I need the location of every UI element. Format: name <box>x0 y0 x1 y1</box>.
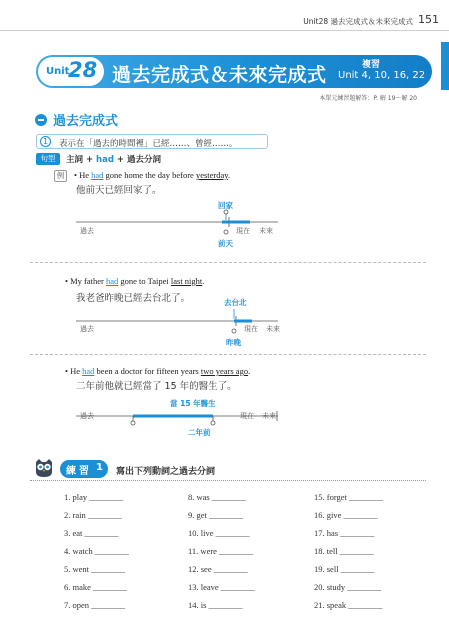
exercise-item[interactable]: 7. open ________ <box>64 600 126 610</box>
timeline-event-label: 去台北 <box>224 298 247 307</box>
exercise-item[interactable]: 3. eat ________ <box>64 528 119 538</box>
unit-number: 28 <box>68 58 98 82</box>
example-translation: 他前天已經回家了。 <box>76 185 162 196</box>
exercise-item[interactable]: 14. is ________ <box>188 600 243 610</box>
exercise-item[interactable]: 12. see ________ <box>188 564 248 574</box>
badge-word: 練 <box>66 466 76 477</box>
example-sentence: • He had gone home the day before yesterday. <box>74 170 231 180</box>
side-tab <box>441 42 449 90</box>
divider <box>30 262 426 263</box>
exercise-instruction: 寫出下列動詞之過去分詞 <box>116 467 216 477</box>
time-phrase: last night <box>170 276 203 286</box>
timeline-future: 未來 <box>259 227 273 235</box>
exercise-item[interactable]: 18. tell ________ <box>314 546 374 556</box>
header-divider <box>0 30 449 31</box>
example-tag: 例 <box>54 170 67 182</box>
time-phrase: yesterday <box>195 170 228 180</box>
exercise-item[interactable]: 16. give ________ <box>314 510 378 520</box>
badge-number: 1 <box>96 462 103 473</box>
section-title: 過去完成式 <box>53 114 119 129</box>
exercise-item[interactable]: 21. speak ________ <box>314 600 383 610</box>
exercise-item[interactable]: 4. watch ________ <box>64 546 129 556</box>
timeline-event-label: 當 15 年醫生 <box>170 399 216 408</box>
timeline-now: 現在 <box>244 325 258 333</box>
timeline-now: 現在 <box>236 227 250 235</box>
example-sentence: • He had been a doctor for fifteen years two years ago. <box>65 366 251 376</box>
timeline-now: 現在 <box>240 412 254 420</box>
timeline-time-label: 昨晚 <box>226 338 241 347</box>
exercise-item[interactable]: 13. leave ________ <box>188 582 255 592</box>
exercise-item[interactable]: 20. study ________ <box>314 582 382 592</box>
timeline-event-label: 回家 <box>218 201 233 210</box>
pattern-keyword: had <box>96 155 114 165</box>
exercise-item[interactable]: 5. went ________ <box>64 564 126 574</box>
exercise-item[interactable]: 8. was ________ <box>188 492 246 502</box>
pattern-part: 主詞 + <box>66 155 97 165</box>
highlight-had: had <box>91 170 104 180</box>
rule-number: 1 <box>40 136 51 147</box>
exercise-item[interactable]: 6. make ________ <box>64 582 128 592</box>
page-title: 過去完成式＆未來完成式 <box>112 64 327 86</box>
timeline-future: 未來 <box>266 325 280 333</box>
timeline-past: 過去 <box>80 227 94 235</box>
pattern-tag: 句型 <box>36 153 60 165</box>
exercise-item[interactable]: 19. sell ________ <box>314 564 375 574</box>
timeline <box>76 305 296 345</box>
running-head: Unit28 過去完成式＆未來完成式 <box>303 17 413 26</box>
pattern-part: + 過去分詞 <box>113 155 161 165</box>
highlight-had: had <box>82 366 95 376</box>
divider <box>30 354 426 355</box>
example-translation: 我老爸昨晚已經去台北了。 <box>76 293 191 304</box>
exercise-item[interactable]: 1. play ________ <box>64 492 124 502</box>
sentence-pattern <box>66 153 161 165</box>
review-label: 複習 <box>362 60 381 70</box>
exercise-item[interactable]: 2. rain ________ <box>64 510 122 520</box>
minus-circle-icon <box>35 114 47 126</box>
exercise-item[interactable]: 10. live ________ <box>188 528 250 538</box>
timeline-time-label: 二年前 <box>188 428 211 437</box>
answer-note: 本單元練習題解答：P. 解 19～解 20 <box>319 95 417 102</box>
page-number: 151 <box>418 13 439 26</box>
timeline-past: 過去 <box>80 412 94 420</box>
time-phrase: two years ago <box>200 366 249 376</box>
example-sentence: • My father had gone to Taipei last night. <box>65 276 205 286</box>
exercise-item[interactable]: 17. has ________ <box>314 528 375 538</box>
highlight-had: had <box>105 276 119 286</box>
timeline <box>76 205 296 245</box>
timeline-future: 未來 <box>262 412 276 420</box>
timeline <box>76 404 296 444</box>
badge-word: 習 <box>79 466 89 477</box>
divider <box>30 480 426 481</box>
exercise-item[interactable]: 15. forget ________ <box>314 492 384 502</box>
timeline-past: 過去 <box>80 325 94 333</box>
exercise-item[interactable]: 9. get ________ <box>188 510 244 520</box>
unit-label: Unit <box>46 66 70 77</box>
example-translation: 二年前他就已經當了 15 年的醫生了。 <box>76 381 237 392</box>
exercise-item[interactable]: 11. were ________ <box>188 546 254 556</box>
timeline-time-label: 前天 <box>218 239 233 248</box>
rule-text: 表示在「過去的時間裡」已經……、曾經……。 <box>59 139 238 149</box>
exercise-badge <box>60 460 108 478</box>
owl-icon <box>33 458 55 478</box>
review-units: Unit 4, 10, 16, 22 <box>338 70 426 81</box>
